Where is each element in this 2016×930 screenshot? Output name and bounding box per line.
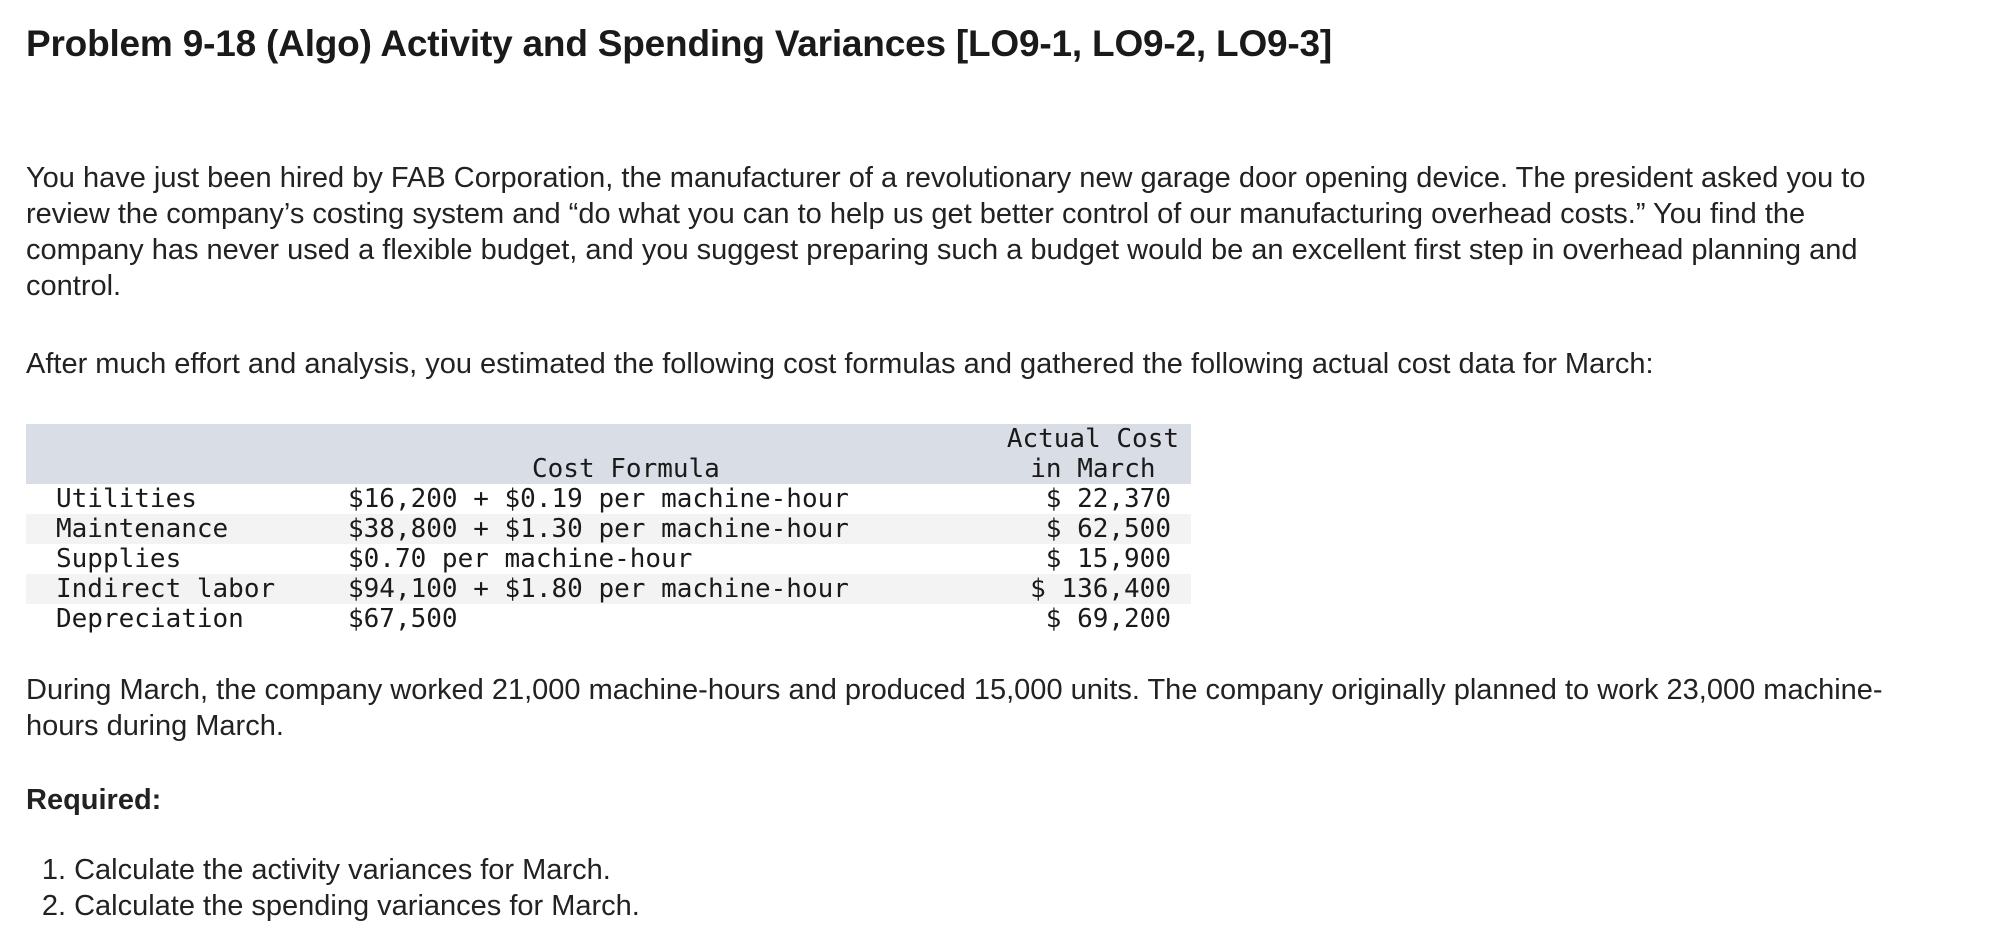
intro-paragraph: You have just been hired by FAB Corporation, the manufacturer of a revolutionary new garage door opening device. The president asked you to review the company’s costing system and “do what you can to help us get better control of our manufacturing overhead costs.” You find the company has never used a flexible budget, and you suggest preparing such a budget would be an excellent first step in overhead planning and control.	[26, 162, 1866, 302]
table-row	[26, 544, 1191, 574]
row-formula: $38,800 + $1.30 per machine-hour	[348, 514, 849, 544]
row-actual: $ 62,500	[1045, 514, 1171, 544]
list-item	[26, 852, 640, 888]
row-item: Indirect labor	[56, 574, 276, 604]
during-paragraph: During March, the company worked 21,000 machine-hours and produced 15,000 units. The company originally planned to work 23,000 machine-hours during March.	[26, 674, 1883, 742]
header-actual-line1: Actual Cost	[1006, 424, 1179, 454]
table-row	[26, 574, 1191, 604]
list-item-text: Calculate the spending variances for March.	[74, 890, 640, 922]
table-header	[26, 424, 1191, 484]
row-actual: $ 15,900	[1045, 544, 1171, 574]
list-item-number: 2.	[41, 890, 66, 922]
row-item: Depreciation	[56, 604, 244, 634]
required-list	[26, 852, 640, 924]
page-title: Problem 9-18 (Algo) Activity and Spending Variances [LO9-1, LO9-2, LO9-3]	[26, 23, 1333, 64]
table-row	[26, 604, 1191, 634]
list-item-number: 1.	[41, 854, 66, 886]
row-item: Utilities	[56, 484, 197, 514]
row-formula: $16,200 + $0.19 per machine-hour	[348, 484, 849, 514]
table-row	[26, 484, 1191, 514]
row-formula: $94,100 + $1.80 per machine-hour	[348, 574, 849, 604]
list-item-text: Calculate the activity variances for March.	[74, 854, 611, 886]
list-item	[26, 888, 640, 924]
header-actual-line2: in March	[1030, 454, 1156, 484]
header-cost-formula: Cost Formula	[532, 454, 720, 484]
row-actual: $ 22,370	[1045, 484, 1171, 514]
row-item: Supplies	[56, 544, 182, 574]
cost-table	[26, 424, 1191, 634]
row-item: Maintenance	[56, 514, 229, 544]
required-label: Required:	[26, 784, 162, 816]
row-formula: $67,500	[348, 604, 458, 634]
table-row	[26, 514, 1191, 544]
row-formula: $0.70 per machine-hour	[348, 544, 693, 574]
row-actual: $ 69,200	[1045, 604, 1171, 634]
row-actual: $ 136,400	[1030, 574, 1171, 604]
header-actual-cost	[1007, 424, 1179, 484]
lead-paragraph: After much effort and analysis, you estimated the following cost formulas and gathered the following actual cost data for March:	[26, 348, 1654, 380]
